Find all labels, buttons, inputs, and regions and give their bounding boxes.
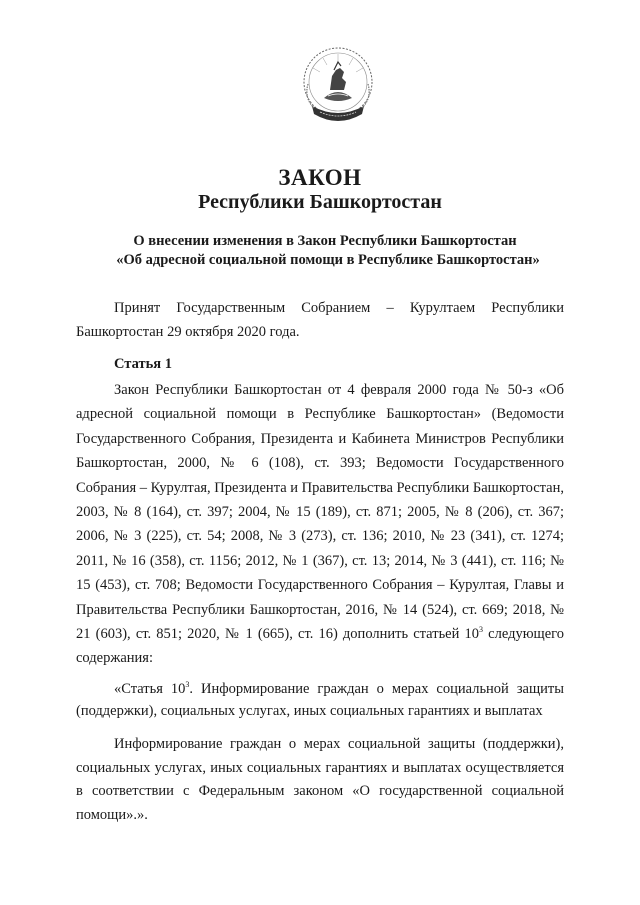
- quoted-article-body: Информирование граждан о мерах социальной защиты (поддержки), социальных услугах, иных социальных гарантиях и выплатах осуществляется в соответствии с Федеральным законом «О государственной социальной помощи».».: [76, 736, 564, 823]
- article-body-main: Закон Республики Башкортостан от 4 февраля 2000 года № 50-з «Об адресной социальной помощи в Республике Башкортостан» (Ведомости Государственного Собрания, Президента и Кабинета Министров Республики Башкортостан, 2000, № 6 (108), ст. 393; Ведомости Государственного Собрания – Курултая, Президента и Правительства Республики Башкортостан, 2003, № 8 (164), ст. 397; 2004, № 15 (189), ст. 871; 2005, № 8 (206), ст. 367; 2006, № 3 (225), ст. 54; 2008, № 3 (273), ст. 136; 2010, № 23 (341), ст. 1274; 2011, № 16 (358), ст. 1156; 2012, № 1 (367), ст. 13; 2014, № 3 (441), ст. 116; № 15 (453), ст. 708; Ведомости Государственного Собрания – Курултая, Главы и Правительства Республики Башкортостан, 2016, № 14 (524), ст. 669; 2018, № 21 (603), ст. 851; 2020, № 1 (665), ст. 16) дополнить статьей 10: [76, 382, 564, 643]
- article-heading: Статья 1: [114, 356, 172, 372]
- article-body: [76, 378, 564, 671]
- document-title: ЗАКОН: [278, 165, 362, 190]
- article-body-end: следующего содержания:: [76, 626, 564, 667]
- document-title-region: Республики Башкортостан: [198, 191, 442, 213]
- quoted-article-heading-superscript: 3: [185, 680, 190, 690]
- document-subtitle-line2: «Об адресной социальной помощи в Республике Башкортостан»: [116, 252, 540, 268]
- document-subtitle-line1: О внесении изменения в Закон Республики Башкортостан: [133, 233, 517, 249]
- adoption-statement: Принят Государственным Собранием – Курултаем Республики Башкортостан 29 октября 2020 года.: [76, 300, 564, 341]
- quoted-article-heading-start: «Статья 10: [114, 681, 186, 697]
- quoted-article-heading: [76, 678, 564, 722]
- quoted-article-heading-end: . Информирование граждан о мерах социальной защиты (поддержки), социальных услугах, иных социальных гарантиях и выплатах: [76, 681, 564, 719]
- coat-of-arms-emblem: [298, 40, 378, 140]
- article-body-superscript: 3: [479, 625, 484, 635]
